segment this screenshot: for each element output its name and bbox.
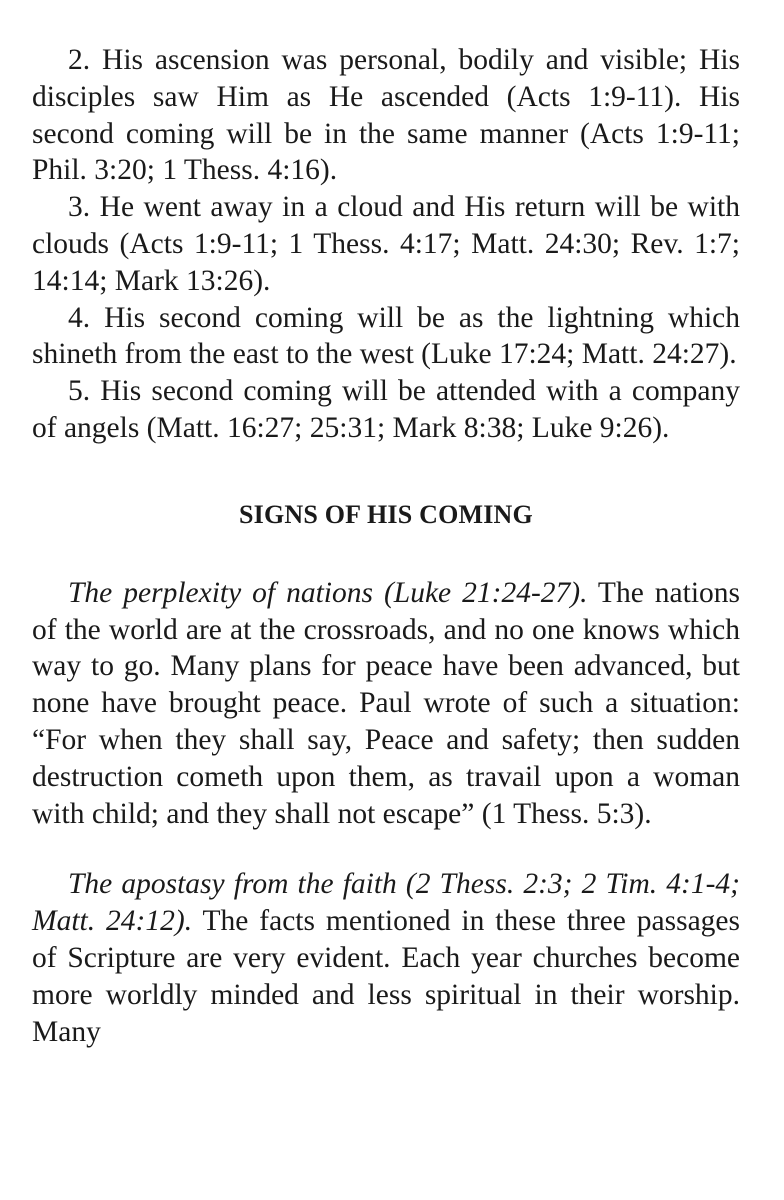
sign-lead-perplexity: The perplexity of nations (Luke 21:24-27). — [68, 576, 588, 609]
paragraph-point-2: 2. His ascension was personal, bodily and visible; His disciples saw Him as He ascended (Acts 1:9-11). His second coming will be in the same manner (Acts 1:9-11; Phil. 3:20; 1 Thess. 4:16). — [32, 44, 740, 187]
paragraph-point-3: 3. He went away in a cloud and His return will be with clouds (Acts 1:9-11; 1 Thess. 4:17; Matt. 24:30; Rev. 1:7; 14:14; Mark 13:26). — [32, 191, 740, 297]
sign-lead-apostasy: The apostasy from the faith (2 Thess. 2:3; 2 Tim. 4:1-4; Matt. 24:12). — [32, 868, 740, 938]
paragraph-point-5: 5. His second coming will be attended with a company of angels (Matt. 16:27; 25:31; Mark 8:38; Luke 9:26). — [32, 375, 740, 444]
sign-body-perplexity: The nations of the world are at the crossroads, and no one knows which way to go. Many plans for peace have been advanced, but none have brought peace. Paul wrote of such a situation: “For when they shall say, Peace and safety; then sudden destruction cometh upon them, as travail upon a woman with child; and they shall not escape” (1 Thess. 5:3). — [32, 576, 740, 830]
sign-body-apostasy: The facts mentioned in these three passages of Scripture are very evident. Each year churches become more worldly minded and less spiritual in their worship. Many — [32, 905, 740, 1048]
paragraph-sign-apostasy — [32, 866, 740, 1050]
paragraph-sign-perplexity — [32, 575, 740, 833]
document-page — [32, 42, 740, 1050]
paragraph-point-4: 4. His second coming will be as the lightning which shineth from the east to the west (Luke 17:24; Matt. 24:27). — [32, 301, 740, 371]
section-heading: SIGNS OF HIS COMING — [239, 499, 533, 529]
paragraph-gap — [32, 832, 740, 866]
